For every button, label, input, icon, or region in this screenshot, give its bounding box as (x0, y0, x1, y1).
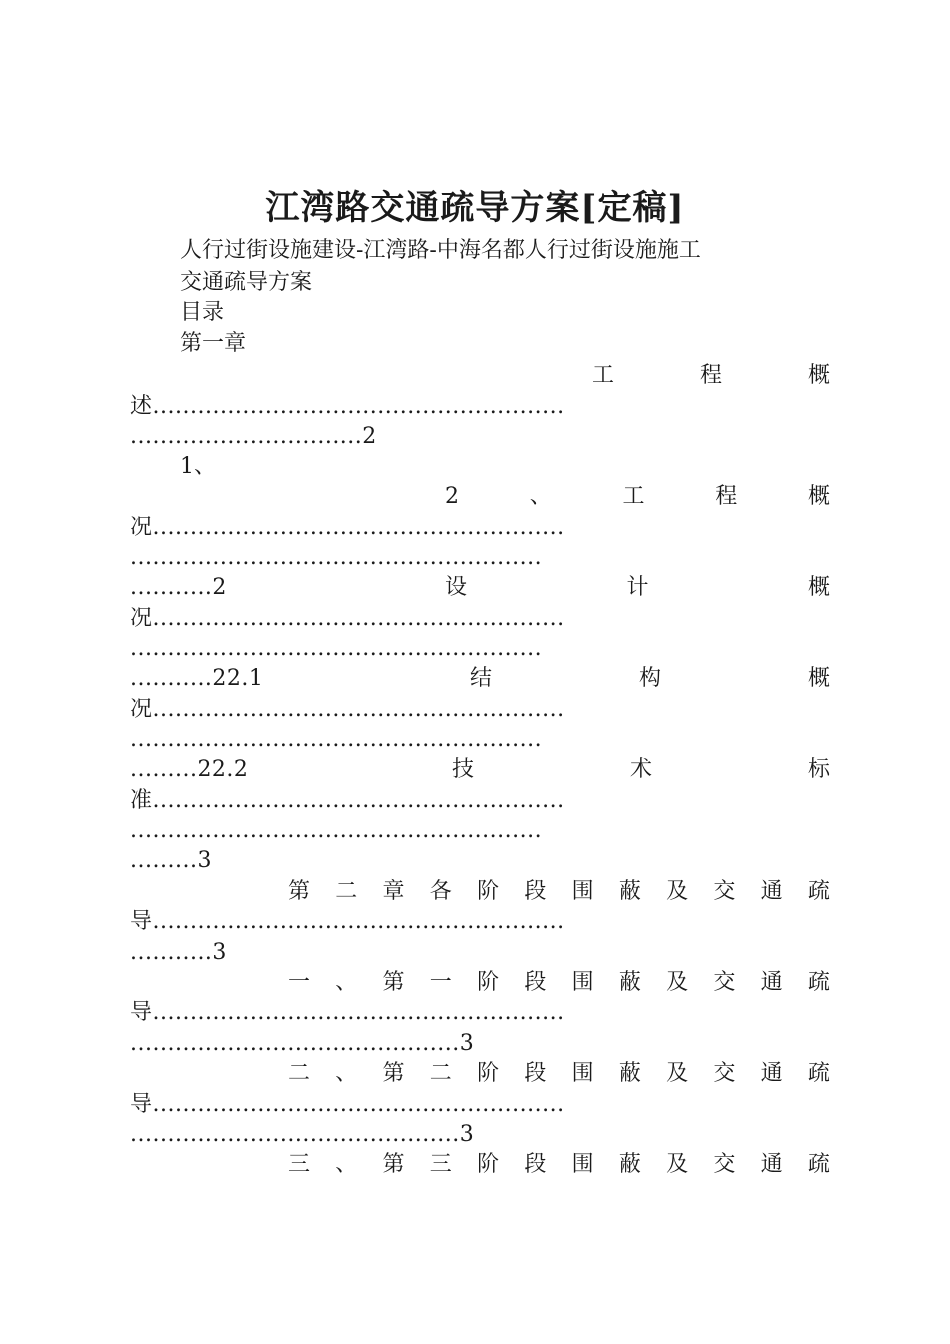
toc-char: 通 (760, 879, 783, 904)
toc-char: 工 (592, 363, 615, 388)
toc-char: 各 (429, 879, 452, 904)
toc-char: 一 (288, 970, 311, 995)
toc-line: ............................................3 (130, 1031, 475, 1056)
toc-heading: 目录 (180, 300, 225, 325)
toc-char: 疏 (807, 1152, 830, 1177)
toc-stage2-row (288, 1059, 830, 1089)
toc-line: ............................................3 (130, 1122, 475, 1147)
toc-char: 章 (382, 879, 405, 904)
subtitle-line-1: 人行过街设施建设-江湾路-中海名都人行过街设施施工 (180, 238, 701, 263)
toc-line: ....................................................... (130, 636, 543, 661)
toc-line: 1、 (180, 454, 216, 479)
toc-char: 、 (335, 970, 358, 995)
toc-jggk-row (470, 664, 830, 694)
toc-chapter2-row (288, 877, 830, 907)
toc-char: 交 (713, 1061, 736, 1086)
toc-line: ...........3 (130, 940, 227, 965)
toc-char: 标 (807, 757, 830, 782)
toc-char: 技 (452, 757, 475, 782)
toc-line: ...........2 (130, 575, 227, 600)
toc-char: 疏 (807, 1061, 830, 1086)
toc-line: ....................................................... (130, 818, 543, 843)
toc-char: 三 (429, 1152, 452, 1177)
toc-char: 程 (699, 363, 722, 388)
toc-line: .........3 (130, 848, 212, 873)
toc-line: ....................................................... (130, 545, 543, 570)
toc-char: 围 (571, 879, 594, 904)
subtitle-line-2: 交通疏导方案 (180, 270, 313, 295)
toc-line: 导....................................................... (130, 1092, 565, 1117)
toc-stage3-row (288, 1150, 830, 1180)
toc-char: 围 (571, 1061, 594, 1086)
toc-line: 况....................................................... (130, 697, 565, 722)
toc-char: 段 (524, 970, 547, 995)
toc-char: 二 (288, 1061, 311, 1086)
toc-char: 通 (760, 1061, 783, 1086)
document-title: 江湾路交通疏导方案[定稿] (265, 188, 685, 228)
toc-char: 蔽 (618, 970, 641, 995)
toc-char: 段 (524, 1061, 547, 1086)
toc-char: 第 (382, 1061, 405, 1086)
toc-char: 三 (288, 1152, 311, 1177)
toc-char: 阶 (477, 1152, 500, 1177)
toc-char: 二 (429, 1061, 452, 1086)
toc-char: 概 (807, 484, 830, 509)
toc-char: 一 (429, 970, 452, 995)
chapter-1-label: 第一章 (180, 331, 247, 356)
toc-char: 围 (571, 1152, 594, 1177)
toc-line: .........22.2 (130, 757, 249, 782)
toc-char: 程 (715, 484, 738, 509)
toc-line: ...............................2 (130, 424, 377, 449)
toc-line: 导....................................................... (130, 909, 565, 934)
toc-char: 第 (382, 970, 405, 995)
toc-char: 蔽 (618, 1152, 641, 1177)
toc-char: 、 (335, 1152, 358, 1177)
toc-char: 、 (529, 484, 552, 509)
toc-char: 通 (760, 1152, 783, 1177)
toc-char: 2 (445, 484, 459, 509)
toc-stage1-row (288, 968, 830, 998)
toc-char: 设 (445, 575, 468, 600)
toc-char: 段 (524, 1152, 547, 1177)
toc-char: 及 (666, 1061, 689, 1086)
toc-line: 准....................................................... (130, 788, 565, 813)
toc-char: 交 (713, 1152, 736, 1177)
toc-char: 通 (760, 970, 783, 995)
toc-char: 二 (335, 879, 358, 904)
toc-line: 况....................................................... (130, 606, 565, 631)
toc-line: 况....................................................... (130, 515, 565, 540)
toc-char: 交 (713, 970, 736, 995)
toc-line: ....................................................... (130, 727, 543, 752)
toc-char: 构 (638, 666, 661, 691)
toc-char: 及 (666, 879, 689, 904)
toc-char: 围 (571, 970, 594, 995)
toc-jsbz-row (452, 755, 830, 785)
toc-char: 疏 (807, 879, 830, 904)
toc-char: 第 (288, 879, 311, 904)
toc-char: 概 (807, 666, 830, 691)
toc-char: 疏 (807, 970, 830, 995)
toc-char: 段 (524, 879, 547, 904)
toc-line: ...........22.1 (130, 666, 264, 691)
toc-char: 及 (666, 1152, 689, 1177)
toc-char: 概 (807, 363, 830, 388)
toc-char: 工 (622, 484, 645, 509)
toc-char: 阶 (477, 970, 500, 995)
toc-char: 、 (335, 1061, 358, 1086)
toc-char: 蔽 (618, 1061, 641, 1086)
toc-line: 导....................................................... (130, 1000, 565, 1025)
toc-gcgs-row (592, 361, 830, 391)
toc-char: 概 (807, 575, 830, 600)
toc-sjgk-row (445, 573, 830, 603)
toc-char: 计 (626, 575, 649, 600)
toc-char: 术 (629, 757, 652, 782)
toc-char: 交 (713, 879, 736, 904)
toc-char: 及 (666, 970, 689, 995)
toc-char: 第 (382, 1152, 405, 1177)
toc-char: 阶 (477, 1061, 500, 1086)
toc-char: 阶 (477, 879, 500, 904)
toc-line: 述....................................................... (130, 394, 565, 419)
toc-char: 蔽 (618, 879, 641, 904)
toc-char: 结 (470, 666, 493, 691)
toc-gcgk-row (445, 482, 830, 512)
